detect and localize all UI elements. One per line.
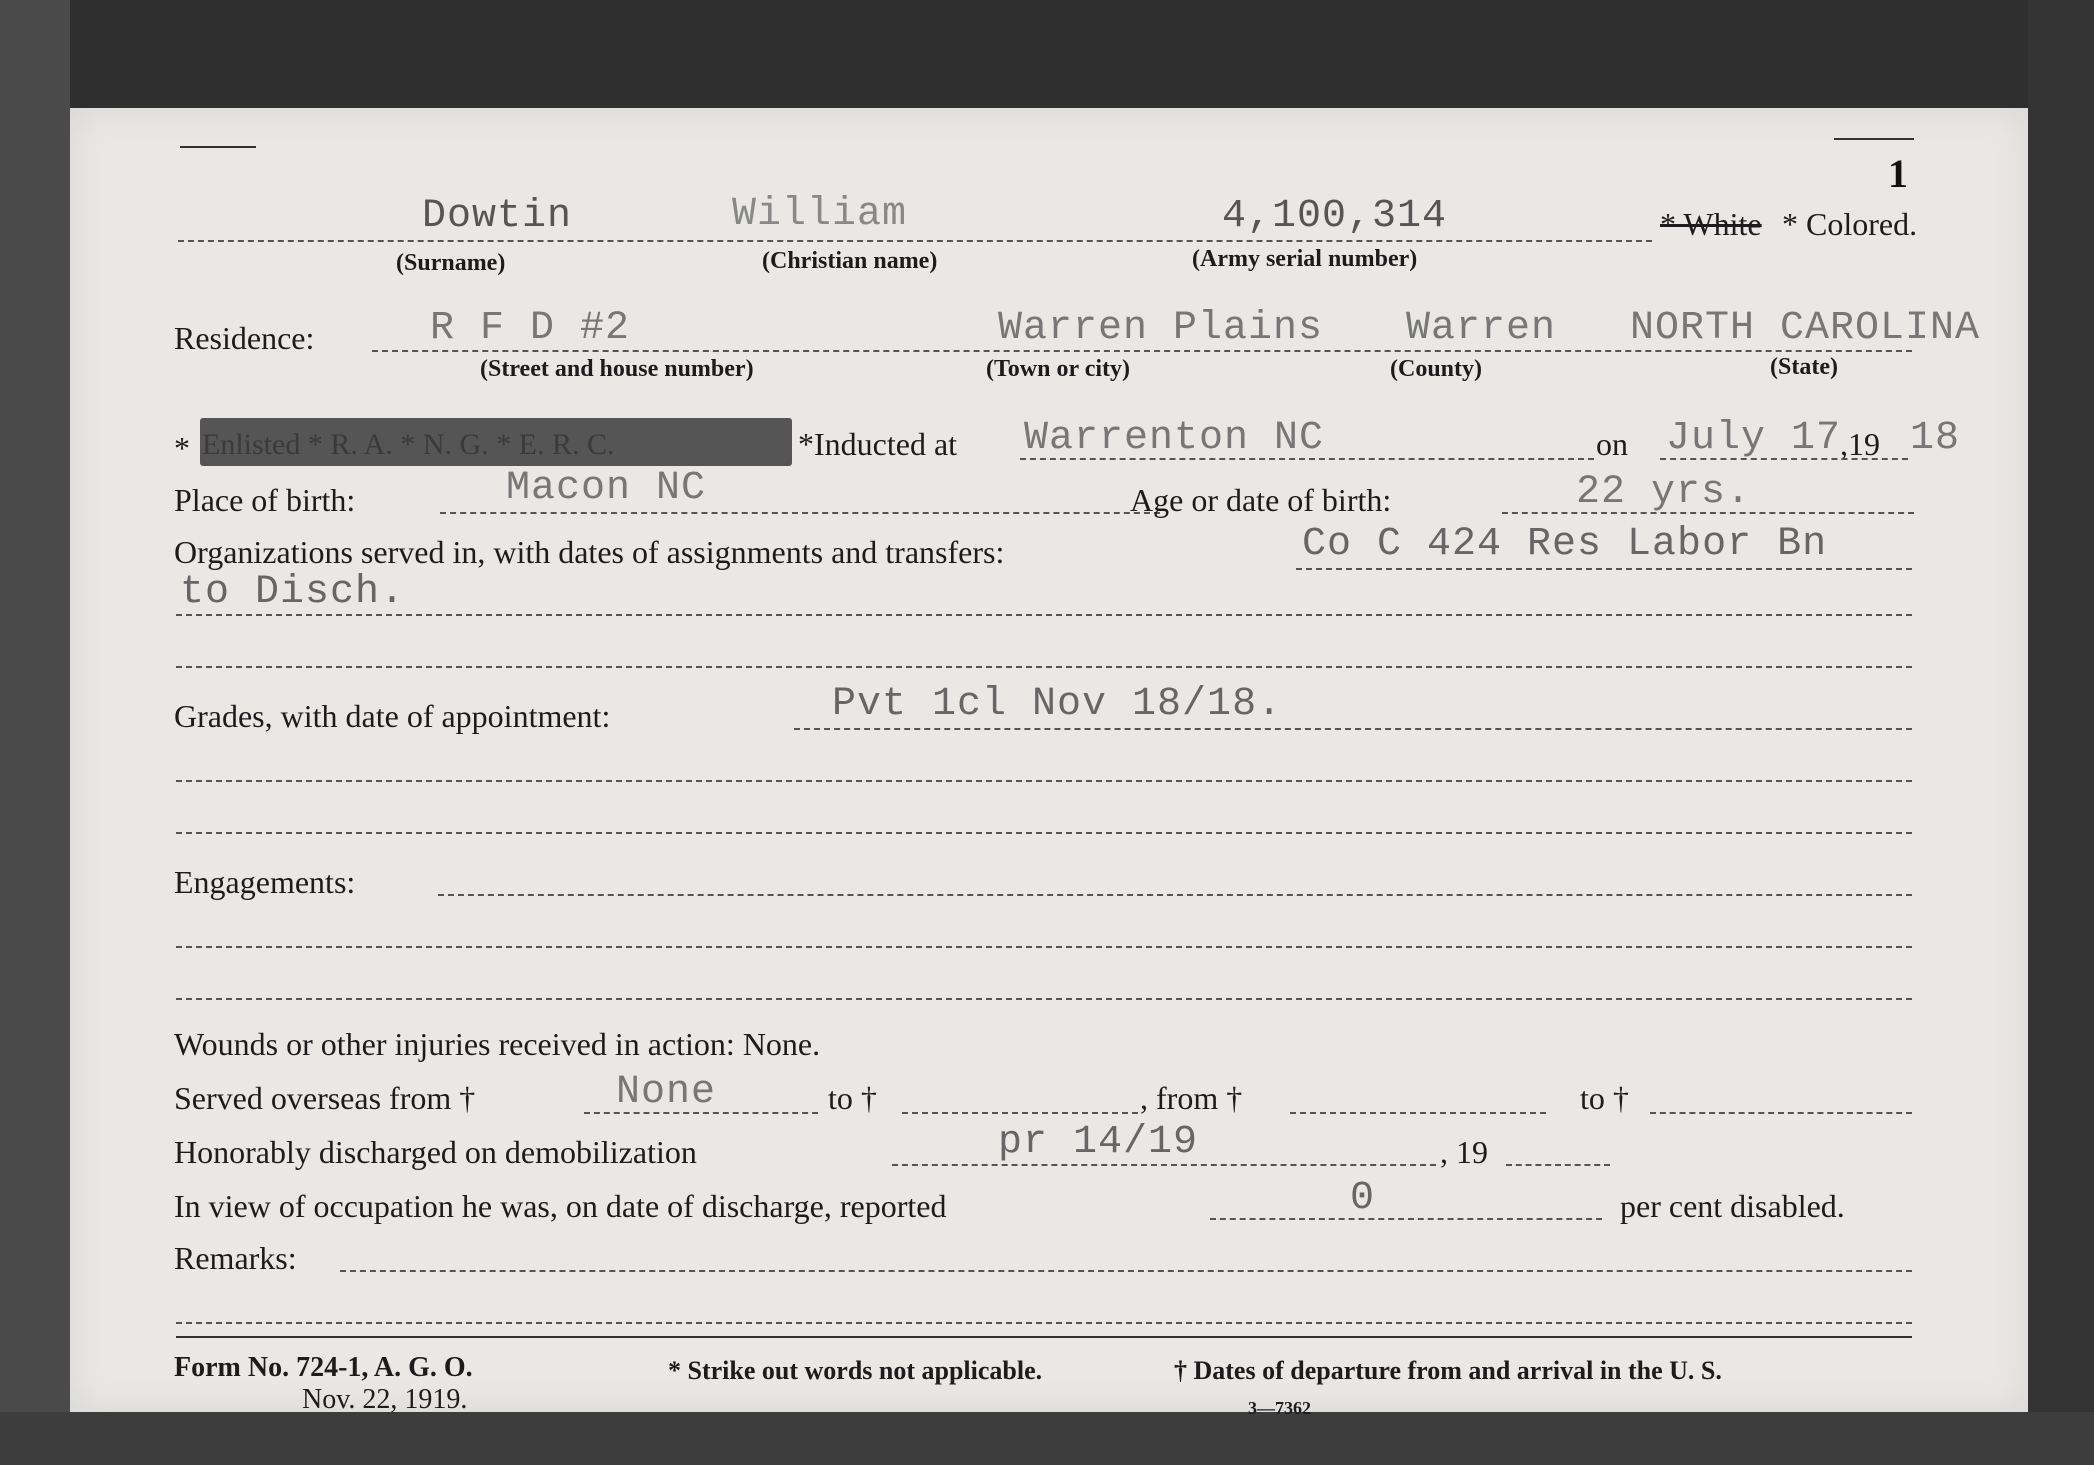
overseas-to-line-1	[902, 1112, 1138, 1114]
scan-background-top	[0, 0, 2094, 108]
overseas-from-value: None	[616, 1070, 717, 1115]
overseas-from-line	[584, 1112, 818, 1114]
residence-state: NORTH CAROLINA	[1630, 306, 1981, 351]
birth-place-value: Macon NC	[506, 466, 707, 511]
overseas-from-label-2: , from †	[1140, 1080, 1243, 1116]
birth-place-label: Place of birth:	[174, 482, 356, 518]
card-number: 1	[1888, 151, 1908, 196]
age-line	[1502, 512, 1914, 514]
footer-rule	[176, 1336, 1912, 1338]
wounds-label: Wounds or other injuries received in action: None.	[174, 1026, 821, 1062]
scan-background-left	[0, 0, 70, 1465]
caption-county: (County)	[1390, 356, 1483, 382]
caption-street: (Street and house number)	[480, 356, 754, 382]
on-label: on	[1596, 426, 1628, 462]
remarks-label: Remarks:	[174, 1240, 297, 1276]
overseas-label: Served overseas from †	[174, 1080, 476, 1116]
organizations-label: Organizations served in, with dates of assignments and transfers:	[174, 534, 1005, 570]
service-record-card	[70, 108, 2028, 1418]
overseas-to-line-2	[1650, 1112, 1912, 1114]
residence-town: Warren Plains	[998, 306, 1324, 351]
inducted-date: July 17	[1666, 416, 1842, 461]
organizations-line-2	[176, 614, 1912, 616]
residence-line	[372, 350, 1912, 352]
caption-surname: (Surname)	[396, 250, 506, 276]
age-label: Age or date of birth:	[1130, 482, 1392, 518]
year-prefix: ,19	[1840, 426, 1880, 462]
grades-line-2	[176, 780, 1912, 782]
residence-county: Warren	[1406, 306, 1557, 351]
residence-street: R F D #2	[430, 306, 631, 351]
discharged-year: , 19	[1440, 1134, 1488, 1170]
footer-form-number: Form No. 724-1, A. G. O.	[174, 1352, 473, 1383]
overseas-to-label-1: to †	[828, 1080, 877, 1116]
inducted-date-line	[1660, 458, 1908, 460]
grades-value: Pvt 1cl Nov 18/18.	[832, 682, 1283, 727]
scan-background-right	[2028, 0, 2094, 1465]
disabled-value: 0	[1350, 1176, 1376, 1221]
grades-label: Grades, with date of appointment:	[174, 698, 611, 734]
grades-line-1	[794, 728, 1912, 730]
christian-name-value: William	[732, 192, 908, 237]
residence-label: Residence:	[174, 320, 315, 356]
engagements-label: Engagements:	[174, 864, 356, 900]
top-right-rule	[1834, 138, 1914, 140]
remarks-line-1	[340, 1270, 1912, 1272]
footer-print-code: 3—7362	[1248, 1398, 1311, 1418]
serial-number-value: 4,100,314	[1222, 194, 1448, 239]
discharged-line	[892, 1164, 1436, 1166]
organizations-line-3	[176, 666, 1912, 668]
inducted-year: 18	[1910, 416, 1961, 461]
footer-strike-note: * Strike out words not applicable.	[668, 1356, 1043, 1385]
inducted-label: *Inducted at	[798, 426, 958, 462]
inducted-place-line	[1020, 458, 1594, 460]
footer-form-date: Nov. 22, 1919.	[302, 1384, 468, 1415]
organizations-line2: to Disch.	[180, 570, 406, 615]
inducted-place: Warrenton NC	[1024, 416, 1325, 461]
overseas-to-label-2: to †	[1580, 1080, 1629, 1116]
enlisted-asterisk: *	[174, 430, 190, 466]
footer-dates-note: † Dates of departure from and arrival in the U. S.	[1174, 1356, 1722, 1385]
caption-state: (State)	[1770, 354, 1838, 380]
top-left-rule	[180, 146, 256, 148]
caption-christian-name: (Christian name)	[762, 248, 938, 274]
discharged-value: pr 14/19	[998, 1120, 1199, 1165]
enlisted-label: Enlisted * R. A. * N. G. * E. R. C.	[202, 428, 615, 461]
disabled-suffix: per cent disabled.	[1620, 1188, 1845, 1224]
caption-serial: (Army serial number)	[1192, 246, 1418, 272]
engagements-line-2	[176, 946, 1912, 948]
engagements-line-1	[438, 894, 1912, 896]
remarks-line-2	[176, 1322, 1912, 1324]
disabled-line	[1210, 1218, 1602, 1220]
organizations-line-1	[1296, 568, 1912, 570]
caption-town: (Town or city)	[986, 356, 1130, 382]
age-value: 22 yrs.	[1576, 470, 1752, 515]
name-line	[178, 240, 1652, 242]
grades-line-3	[176, 832, 1912, 834]
engagements-line-3	[176, 998, 1912, 1000]
occupation-label: In view of occupation he was, on date of discharge, reported	[174, 1188, 947, 1224]
discharged-year-line	[1506, 1164, 1610, 1166]
race-colored: * Colored.	[1782, 206, 1918, 242]
organizations-line1: Co C 424 Res Labor Bn	[1302, 522, 1828, 567]
race-white-struck: * White	[1660, 206, 1762, 242]
discharged-label: Honorably discharged on demobilization	[174, 1134, 697, 1170]
overseas-from-line-2	[1290, 1112, 1546, 1114]
birth-place-line	[440, 512, 1160, 514]
scan-background-bottom	[0, 1412, 2094, 1465]
surname-value: Dowtin	[422, 194, 573, 239]
